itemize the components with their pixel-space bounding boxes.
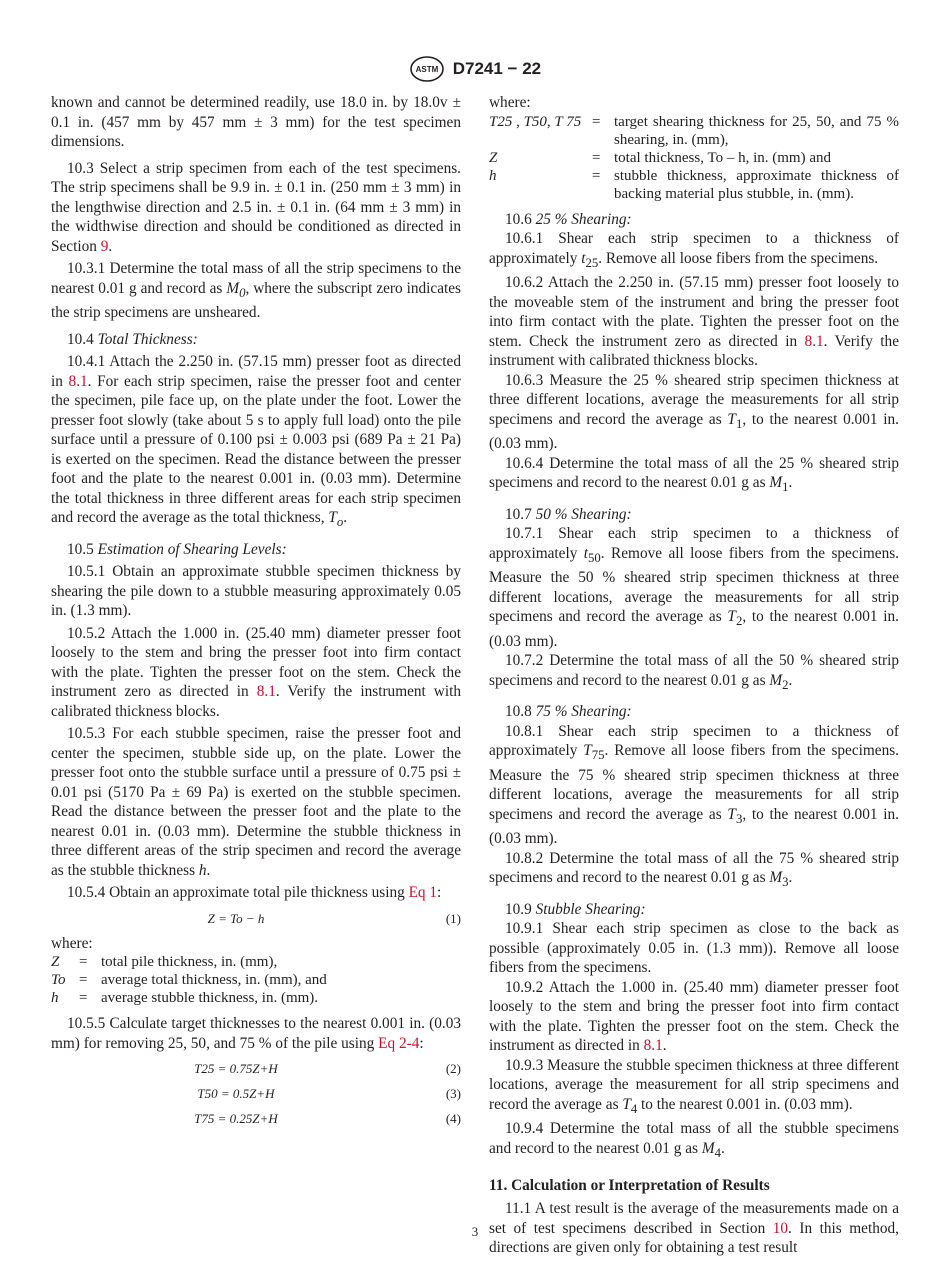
section-10-link[interactable]: 10 <box>772 1219 789 1237</box>
definition-row <box>51 989 327 1007</box>
right-column <box>489 93 899 1258</box>
paragraph-10-6-2: 10.6.2 Attach the 2.250 in. (57.15 mm) presser foot loosely to the moveable stem of the instrument and bring the presser foot into firm contact with the plate. Tighten the presser foot on the stem. Check the instrument zero as directed in 8.1. Verify the instrument with calibrated thickness blocks. <box>489 274 899 370</box>
definition-row <box>489 113 899 149</box>
definition-symbol: T25 , T50, T 75 <box>489 113 582 130</box>
paragraph-10-5-5: 10.5.5 Calculate target thicknesses to the nearest 0.001 in. (0.03 mm) for removing 25, 50, and 75 % of the pile using Eq 2-4: <box>51 1015 461 1052</box>
definition-equals: = <box>592 167 601 184</box>
definition-equals: = <box>79 972 88 989</box>
paragraph-11-1: 11.1 A test result is the average of the measurements made on a set of test specimens described in Section 10. In this method, directions are given only for obtaining a test result <box>489 1200 899 1257</box>
where-label: where: <box>489 94 531 111</box>
definitions-table <box>51 953 327 1007</box>
definition-text: target shearing thickness for 25, 50, and 75 % shearing, in. (mm), <box>614 113 899 148</box>
equation-3: T50 = 0.5Z+H (3) <box>197 1086 461 1102</box>
equation-1: Z = To − h (1) <box>207 910 461 926</box>
paragraph-10-9-1: 10.9.1 Shear each strip specimen as close to the back as possible (approximately 0.05 in. (1.3 mm)). Remove all loose fibers from the specimens. <box>489 920 899 977</box>
document-id: D7241 − 22 <box>452 59 542 79</box>
astm-logo <box>409 55 445 83</box>
definition-row <box>51 971 327 989</box>
left-column <box>51 93 461 1134</box>
definition-symbol: To <box>51 972 66 989</box>
definition-equals: = <box>79 990 88 1007</box>
heading-10-5: 10.5 Estimation of Shearing Levels: <box>67 540 287 558</box>
paragraph-10-6-4: 10.6.4 Determine the total mass of all the 25 % sheared strip specimens and record to the nearest 0.01 g as $M_1$. <box>489 454 899 495</box>
page-header <box>0 55 950 83</box>
paragraph-10-9-2: 10.9.2 Attach the 1.000 in. (25.40 mm) diameter presser foot loosely to the stem and bring the presser foot into firm contact with the plate. Tighten the presser foot on the stem. Check the instrument as directed in 8.1. <box>489 978 899 1055</box>
paragraph-10-8-1: 10.8.1 Shear each strip specimen to a thickness of approximately $T_{75}$. Remove all loose fibers from the specimens. Measure the 75 % sheared strip specimen thickness at three different locations, average the measurements for all strip specimens and record the average as $T_3$, to the nearest 0.001 in. (0.03 mm). <box>489 722 899 848</box>
definition-symbol: h <box>489 167 497 184</box>
svg-text:ASTM: ASTM <box>415 65 439 74</box>
paragraph-10-3-1: 10.3.1 Determine the total mass of all the strip specimens to the nearest 0.01 g and record as $M_0$, where the subscript zero indicates the strip specimens are unsheared. <box>51 260 461 322</box>
paragraph-10-5-3: 10.5.3 For each stubble specimen, raise the presser foot and center the specimen, stubble side up, on the plate. Lower the presser foot onto the stubble surface until a pressure of 0.75 psi ± 0.01 psi (5170 Pa ± 69 Pa) is exerted on the stubble specimen. Read the distance between the presser foot and the plate to the nearest 0.01 in. (0.03 mm). Determine the stubble thickness in three different areas of the strip specimen and record the average as the stubble thickness h. <box>51 725 461 879</box>
definition-equals: = <box>79 954 88 971</box>
paragraph-10-6-3: 10.6.3 Measure the 25 % sheared strip specimen thickness at three different locations, average the measurements for all strip specimens and record the average as $T_1$, to the nearest 0.001 in. (0.03 mm). <box>489 371 899 453</box>
definition-equals: = <box>592 113 601 130</box>
section-8-1-link[interactable]: 8.1 <box>256 683 276 701</box>
paragraph-10-7-1: 10.7.1 Shear each strip specimen to a thickness of approximately $t_{50}$. Remove all loose fibers from the specimens. Measure the 50 % sheared strip specimen thickness at three different locations, average the measurements for all strip specimens and record the average as $T_2$, to the nearest 0.001 in. (0.03 mm). <box>489 525 899 650</box>
paragraph-10-3: 10.3 Select a strip specimen from each of the test specimens. The strip specimens shall be 9.9 in. ± 0.1 in. (250 mm ± 3 mm) in the lengthwise direction and 2.5 in. ± 0.1 in. (64 mm ± 3 mm) in the widthwise direction and should be conditioned as directed in Section 9. <box>51 159 461 255</box>
heading-10-9: 10.9 Stubble Shearing: <box>505 900 646 918</box>
definition-symbol: Z <box>489 149 498 166</box>
where-label: where: <box>51 934 93 952</box>
paragraph-10-7-2: 10.7.2 Determine the total mass of all the 50 % sheared strip specimens and record to the nearest 0.01 g as $M_2$. <box>489 652 899 692</box>
heading-10-6: 10.6 25 % Shearing: <box>505 210 632 228</box>
page-number: 3 <box>471 1224 479 1239</box>
section-9-link[interactable]: 9 <box>100 237 109 255</box>
heading-10-8: 10.8 75 % Shearing: <box>505 703 632 721</box>
paragraph-10-9-4: 10.9.4 Determine the total mass of all the stubble specimens and record to the nearest 0.01 g as $M_4$. <box>489 1120 899 1161</box>
paragraph-10-9-3: 10.9.3 Measure the stubble specimen thickness at three different locations, average the measurement for all strip specimens and record the average as $T_4$ to the nearest 0.001 in. (0.03 mm). <box>489 1056 899 1116</box>
definition-text: average total thickness, in. (mm), and <box>101 972 327 989</box>
definition-text: total pile thickness, in. (mm), <box>101 954 278 971</box>
definition-row <box>489 167 899 203</box>
section-8-1-link[interactable]: 8.1 <box>643 1037 663 1055</box>
paragraph-10-5-2: 10.5.2 Attach the 1.000 in. (25.40 mm) diameter presser foot loosely to the stem and bring the presser foot into firm contact with the plate. Tighten the presser foot on the stem. Check the instrument zero as directed in 8.1. Verify the instrument with calibrated thickness blocks. <box>51 624 461 720</box>
eq-1-link[interactable]: Eq 1 <box>408 884 438 902</box>
definition-row <box>489 149 899 167</box>
paragraph-10-4-1: 10.4.1 Attach the 2.250 in. (57.15 mm) presser foot as directed in 8.1. For each strip specimen, raise the presser foot and center the specimen, pile face up, on the plate under the foot. Lower the presser foot slowly (take about 5 s to apply full load) onto the pile surface until a pressure of 0.100 psi ± 0.003 psi (689 Pa ± 21 Pa) is exerted on the specimen. Read the distance between the presser foot and the plate to the nearest 0.001 in. (0.03 mm). Determine the total thickness in three different areas for each strip specimen and record the average as the total thickness, $T_o$. <box>51 353 461 530</box>
heading-10-7: 10.7 50 % Shearing: <box>505 505 632 523</box>
definition-text: average stubble thickness, in. (mm). <box>101 990 319 1007</box>
definition-row <box>51 953 327 971</box>
heading-10-4: 10.4 Total Thickness: <box>67 330 198 348</box>
definition-symbol: Z <box>51 954 60 971</box>
equation-4: T75 = 0.25Z+H (4) <box>194 1111 461 1127</box>
section-11-heading: 11. Calculation or Interpretation of Results <box>489 1176 770 1194</box>
eq-2-4-link[interactable]: Eq 2-4 <box>378 1034 420 1052</box>
equation-2: T25 = 0.75Z+H (2) <box>194 1061 461 1077</box>
paragraph-10-6-1: 10.6.1 Shear each strip specimen to a thickness of approximately $t_{25}$. Remove all loose fibers from the specimens. <box>489 230 899 270</box>
section-8-1-link[interactable]: 8.1 <box>68 372 88 390</box>
paragraph-10-5-1: 10.5.1 Obtain an approximate stubble specimen thickness by shearing the pile down to a stubble measuring approximately 0.05 in. (1.3 mm). <box>51 563 461 620</box>
definition-text: total thickness, To – h, in. (mm) and <box>614 149 831 166</box>
definition-equals: = <box>592 149 601 166</box>
definition-text: stubble thickness, approximate thickness of backing material plus stubble, in. (mm). <box>614 167 899 202</box>
section-8-1-link[interactable]: 8.1 <box>804 332 824 350</box>
definition-symbol: h <box>51 990 59 1007</box>
paragraph-10-5-4: 10.5.4 Obtain an approximate total pile thickness using Eq 1: <box>67 884 442 902</box>
paragraph: known and cannot be determined readily, use 18.0 in. by 18.0v ± 0.1 in. (457 mm by 457 mm ± 3 mm) for the test specimen dimensions. <box>51 94 461 150</box>
definitions-table <box>489 113 899 203</box>
paragraph-10-8-2: 10.8.2 Determine the total mass of all the 75 % sheared strip specimens and record to the nearest 0.01 g as $M_3$. <box>489 849 899 890</box>
